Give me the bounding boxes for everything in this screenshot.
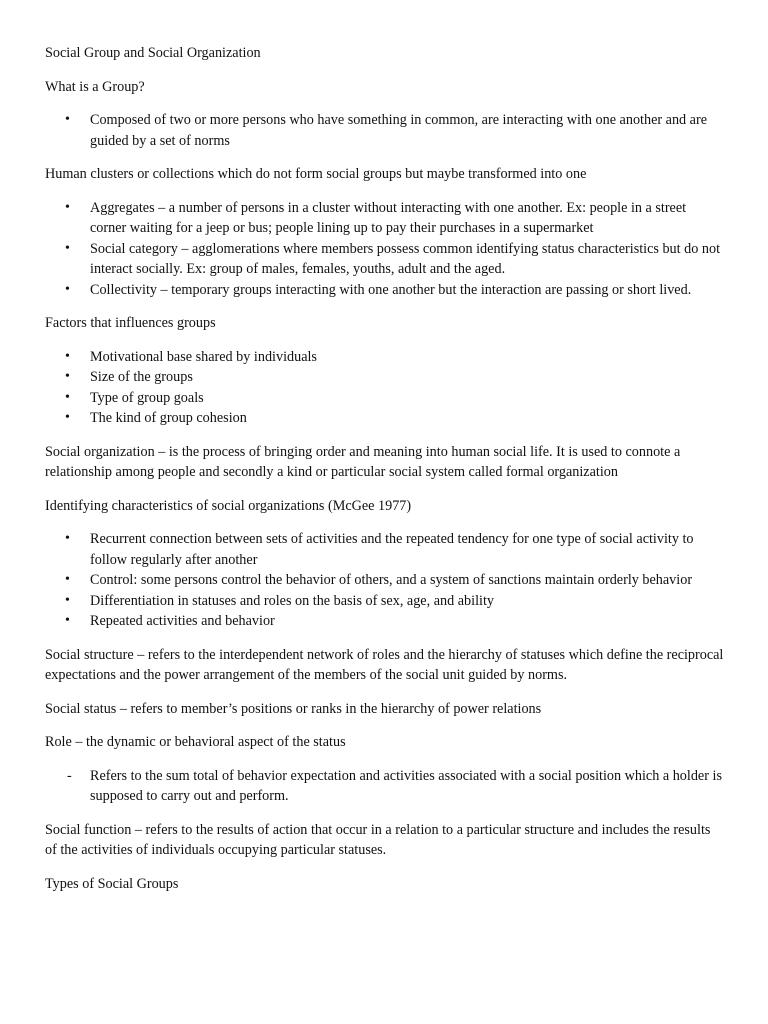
list-item-text: Type of group goals bbox=[90, 389, 204, 406]
list-item bbox=[45, 591, 725, 612]
list-item-text: Recurrent connection between sets of activities and the repeated tendency for one type of social activity to follow regularly after another bbox=[90, 531, 694, 568]
section-heading-characteristics: Identifying characteristics of social organizations (McGee 1977) bbox=[45, 497, 412, 514]
list-item-text: Differentiation in statuses and roles on the basis of sex, age, and ability bbox=[90, 592, 494, 609]
bullet-marker: • bbox=[65, 281, 70, 297]
bullet-marker: • bbox=[65, 410, 70, 425]
list-item bbox=[45, 388, 725, 409]
list-item bbox=[45, 198, 725, 239]
bullet-marker: • bbox=[65, 572, 70, 587]
list-item bbox=[45, 408, 725, 429]
bullet-list-characteristics bbox=[45, 529, 725, 632]
dash-marker: - bbox=[67, 767, 72, 784]
paragraph-social-organization: Social organization – is the process of bringing order and meaning into human social life. It is used to connote a relationship among people and secondly a kind or particular social system called formal organization bbox=[45, 443, 681, 480]
document-title: Social Group and Social Organization bbox=[45, 45, 261, 61]
list-item bbox=[45, 529, 725, 570]
bullet-marker: • bbox=[65, 389, 70, 405]
list-item bbox=[45, 347, 725, 368]
list-item bbox=[45, 611, 725, 632]
list-item bbox=[45, 239, 725, 280]
section-heading-factors: Factors that influences groups bbox=[45, 315, 216, 331]
paragraph-social-status: Social status – refers to member’s positions or ranks in the hierarchy of power relations bbox=[45, 700, 542, 717]
bullet-list-group-definition bbox=[45, 110, 725, 151]
list-item bbox=[45, 110, 725, 151]
dash-list-role bbox=[45, 766, 725, 807]
paragraph-social-structure: Social structure – refers to the interdependent network of roles and the hierarchy of statuses which define the reciprocal expectations and the power arrangement of the members of the social unit guided by norms. bbox=[45, 646, 724, 683]
list-item-text: The kind of group cohesion bbox=[90, 410, 247, 426]
bullet-marker: • bbox=[65, 240, 70, 256]
list-item-text: Social category – agglomerations where members possess common identifying status characteristics but do not interact socially. Ex: group of males, females, youths, adult and the aged. bbox=[90, 240, 721, 277]
section-heading-types-of-social-groups: Types of Social Groups bbox=[45, 875, 179, 892]
list-item bbox=[45, 766, 725, 807]
paragraph-social-function: Social function – refers to the results of action that occur in a relation to a particular structure and includes the results of the activities of individuals occupying particular statuses. bbox=[45, 821, 711, 858]
bullet-marker: • bbox=[65, 531, 70, 546]
bullet-marker: • bbox=[65, 112, 70, 127]
list-item-text: Aggregates – a number of persons in a cluster without interacting with one another. Ex: people in a street corner waiting for a jeep or bus; people lining up to pay their purchases in a supermarket bbox=[90, 199, 687, 236]
section-heading-what-is-a-group: What is a Group? bbox=[45, 78, 145, 95]
bullet-marker: • bbox=[65, 348, 70, 364]
list-item bbox=[45, 280, 725, 301]
list-item-text: Collectivity – temporary groups interacting with one another but the interaction are passing or short lived. bbox=[90, 281, 692, 298]
bullet-marker: • bbox=[65, 613, 70, 628]
bullet-marker: • bbox=[65, 369, 70, 384]
list-item bbox=[45, 570, 725, 591]
list-item-text: Refers to the sum total of behavior expectation and activities associated with a social position which a holder is supposed to carry out and perform. bbox=[90, 767, 722, 804]
bullet-list-human-clusters bbox=[45, 198, 725, 301]
bullet-marker: • bbox=[65, 199, 70, 215]
document-page bbox=[45, 43, 725, 907]
section-heading-human-clusters: Human clusters or collections which do not form social groups but maybe transformed into one bbox=[45, 166, 587, 182]
list-item-text: Repeated activities and behavior bbox=[90, 613, 275, 629]
bullet-list-factors bbox=[45, 347, 725, 429]
list-item-text: Motivational base shared by individuals bbox=[90, 348, 317, 365]
list-item-text: Size of the groups bbox=[90, 369, 193, 385]
bullet-marker: • bbox=[65, 592, 70, 608]
paragraph-role: Role – the dynamic or behavioral aspect of the status bbox=[45, 734, 346, 750]
list-item bbox=[45, 367, 725, 388]
list-item-text: Control: some persons control the behavior of others, and a system of sanctions maintain orderly behavior bbox=[90, 572, 693, 588]
list-item-text: Composed of two or more persons who have something in common, are interacting with one another and are guided by a set of norms bbox=[90, 112, 707, 149]
